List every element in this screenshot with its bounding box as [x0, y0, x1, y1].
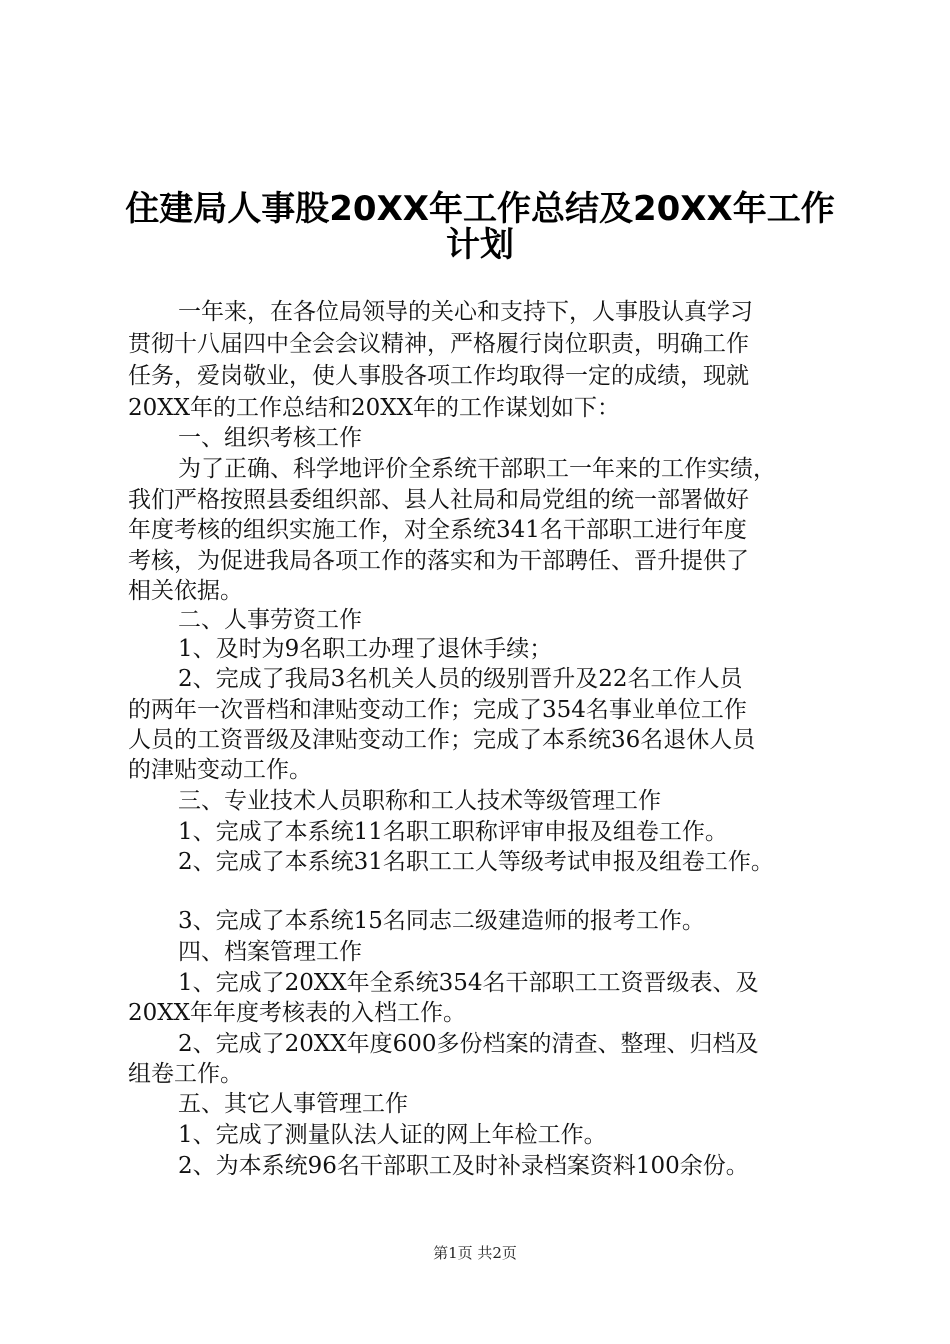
body-line: 贯彻十八届四中全会会议精神，严格履行岗位职责，明确工作	[128, 331, 749, 357]
list-item: 2、完成了我局3名机关人员的级别晋升及22名工作人员	[178, 666, 743, 692]
list-item: 3、完成了本系统15名同志二级建造师的报考工作。	[178, 908, 705, 934]
list-item: 1、完成了本系统11名职工职称评审申报及组卷工作。	[178, 819, 728, 845]
section-heading: 二、人事劳资工作	[178, 607, 362, 633]
body-line: 的两年一次晋档和津贴变动工作；完成了354名事业单位工作	[128, 697, 747, 723]
body-line: 为了正确、科学地评价全系统干部职工一年来的工作实绩，	[178, 456, 776, 482]
document-title-line-1: 住建局人事股20XX年工作总结及20XX年工作	[125, 189, 835, 229]
body-line: 组卷工作。	[128, 1061, 243, 1087]
list-item: 2、完成了本系统31名职工工人等级考试申报及组卷工作。	[178, 849, 774, 875]
section-heading: 三、专业技术人员职称和工人技术等级管理工作	[178, 788, 661, 814]
body-line: 20XX年的工作总结和20XX年的工作谋划如下：	[128, 395, 621, 421]
section-heading: 五、其它人事管理工作	[178, 1091, 408, 1117]
body-line: 的津贴变动工作。	[128, 757, 312, 783]
body-line: 年度考核的组织实施工作，对全系统341名干部职工进行年度	[128, 517, 747, 543]
body-line: 考核，为促进我局各项工作的落实和为干部聘任、晋升提供了	[128, 548, 749, 574]
list-item: 1、及时为9名职工办理了退休手续；	[178, 636, 553, 662]
list-item: 1、完成了20XX年全系统354名干部职工工资晋级表、及	[178, 970, 759, 996]
body-line: 我们严格按照县委组织部、县人社局和局党组的统一部署做好	[128, 487, 749, 513]
section-heading: 一、组织考核工作	[178, 425, 362, 451]
section-heading: 四、档案管理工作	[178, 939, 362, 965]
body-line: 任务，爱岗敬业，使人事股各项工作均取得一定的成绩，现就	[128, 363, 749, 389]
list-item: 2、为本系统96名干部职工及时补录档案资料100余份。	[178, 1153, 749, 1179]
list-item: 2、完成了20XX年度600多份档案的清查、整理、归档及	[178, 1031, 759, 1057]
body-line: 人员的工资晋级及津贴变动工作；完成了本系统36名退休人员	[128, 727, 756, 753]
body-line: 20XX年年度考核表的入档工作。	[128, 1000, 467, 1026]
list-item: 1、完成了测量队法人证的网上年检工作。	[178, 1122, 607, 1148]
page-number-footer: 第1页 共2页	[433, 1244, 517, 1262]
document-title-line-2: 计划	[446, 225, 514, 265]
body-line: 相关依据。	[128, 578, 243, 604]
body-line: 一年来，在各位局领导的关心和支持下，人事股认真学习	[178, 299, 753, 325]
